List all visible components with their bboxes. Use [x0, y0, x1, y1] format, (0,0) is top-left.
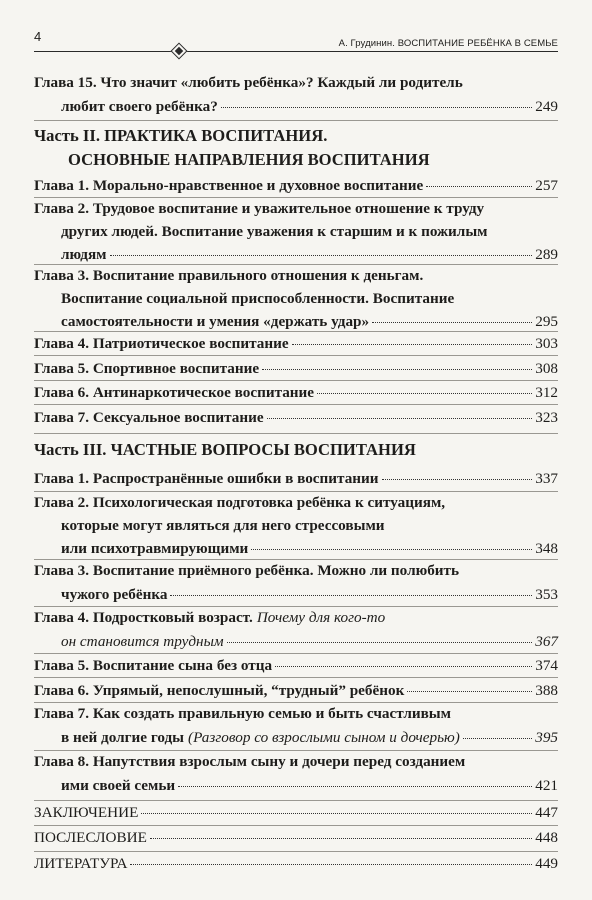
- page-ref: 348: [535, 540, 558, 558]
- toc-line: [34, 537, 558, 561]
- toc-text: чужого ребёнка: [61, 585, 168, 603]
- page-ref: 249: [535, 97, 558, 115]
- toc-text: ими своей семьи: [61, 776, 176, 794]
- page-ref: 353: [535, 585, 558, 603]
- toc-entry-part3-ch6[interactable]: [34, 679, 558, 703]
- toc-text: Глава 15. Что значит «любить ребёнка»? Каждый ли родитель: [34, 74, 463, 91]
- page-ref: 308: [535, 360, 558, 378]
- toc-entry-part3-ch5[interactable]: [34, 654, 558, 678]
- toc-line: [34, 332, 558, 356]
- toc-entry-part3-ch4[interactable]: [34, 607, 558, 653]
- toc-line: [34, 95, 558, 119]
- page-ref: 388: [535, 682, 558, 700]
- part-title-line: Часть II. ПРАКТИКА ВОСПИТАНИЯ.: [34, 126, 328, 145]
- part-title-line: ОСНОВНЫЕ НАПРАВЛЕНИЯ ВОСПИТАНИЯ: [68, 150, 430, 169]
- dot-leader: [267, 403, 533, 419]
- toc-line: [34, 174, 558, 198]
- page-ref: 323: [535, 409, 558, 427]
- toc-text: Глава 7. Сексуальное воспитание: [34, 409, 264, 427]
- toc-entry-part3-ch2[interactable]: [34, 492, 558, 561]
- page-ref: 337: [535, 470, 558, 488]
- dot-leader: [227, 627, 533, 643]
- page-ref: 303: [535, 335, 558, 353]
- dot-leader: [130, 849, 532, 865]
- part-2-heading: [34, 124, 558, 172]
- toc-line: [34, 726, 558, 750]
- page-ref: 374: [535, 657, 558, 675]
- toc-text: других людей. Воспитание уважения к старшим и к пожилым: [61, 222, 488, 240]
- running-head: А. Грудинин. ВОСПИТАНИЕ РЕБЁНКА В СЕМЬЕ: [338, 38, 558, 49]
- diamond-ornament-icon: [171, 43, 188, 60]
- toc-text: ПОСЛЕСЛОВИЕ: [34, 829, 147, 847]
- dot-leader: [382, 464, 533, 480]
- toc-line: [34, 406, 558, 430]
- toc-text: Глава 6. Антинаркотическое воспитание: [34, 384, 315, 402]
- toc-text: ЗАКЛЮЧЕНИЕ: [34, 804, 139, 822]
- toc-line: [34, 654, 558, 678]
- toc-text: Глава 4. Патриотическое воспитание: [34, 335, 289, 353]
- page-ref: 257: [535, 177, 558, 195]
- toc-line: [34, 492, 558, 515]
- toc-entry-part2-ch2[interactable]: [34, 198, 558, 267]
- toc-line: [34, 265, 558, 288]
- toc-text: Глава 3. Воспитание правильного отношения к деньгам.: [34, 267, 424, 284]
- toc-line: [34, 583, 558, 607]
- toc-entry-part2-ch6[interactable]: [34, 381, 558, 405]
- page-number: 4: [34, 29, 42, 44]
- toc-line: [34, 630, 558, 654]
- page-ref: 289: [535, 246, 558, 264]
- toc-text: любит своего ребёнка?: [61, 97, 218, 115]
- toc-text: или психотравмирующими: [61, 540, 249, 558]
- toc-line: [34, 774, 558, 798]
- toc-text-italic: Почему для кого-то: [256, 609, 386, 626]
- toc-entry-part3-ch3[interactable]: [34, 560, 558, 606]
- toc-line: [34, 801, 558, 825]
- dot-leader: [372, 307, 532, 323]
- toc-entry-part2-ch7[interactable]: [34, 406, 558, 430]
- dot-leader: [178, 771, 532, 787]
- toc-text: Глава 1. Распространённые ошибки в воспитании: [34, 470, 379, 488]
- dot-leader: [150, 823, 532, 839]
- toc-entry-part2-ch1[interactable]: [34, 174, 558, 198]
- header-rule: [34, 51, 558, 52]
- toc-line: [34, 826, 558, 850]
- toc-text: людям: [61, 246, 107, 264]
- toc-line: [34, 467, 558, 491]
- toc-text: Глава 1. Морально-нравственное и духовное воспитание: [34, 177, 424, 195]
- toc-text-italic: (Разговор со взрослыми сыном и дочерью): [188, 728, 460, 746]
- dot-leader: [221, 92, 532, 108]
- page-ref: 421: [535, 776, 558, 794]
- toc-text: Глава 2. Трудовое воспитание и уважительное отношение к труду: [34, 200, 485, 217]
- page-ref: 395: [535, 728, 558, 746]
- toc-text: которые могут являться для него стрессовыми: [61, 516, 385, 534]
- dot-leader: [426, 171, 532, 187]
- toc-entry-conclusion[interactable]: [34, 801, 558, 825]
- toc-entry-part3-ch8[interactable]: [34, 751, 558, 797]
- toc-line: [34, 679, 558, 703]
- page-ref: 449: [535, 855, 558, 873]
- dot-leader: [463, 723, 532, 739]
- toc-text: ЛИТЕРАТУРА: [34, 855, 128, 873]
- dot-leader: [251, 534, 532, 550]
- dot-leader: [110, 240, 533, 256]
- toc-entry-part3-ch1[interactable]: [34, 467, 558, 491]
- toc-text: Воспитание социальной приспособленности. Воспитание: [61, 289, 455, 307]
- dot-leader: [275, 651, 532, 667]
- toc-text: Глава 6. Упрямый, непослушный, “трудный” ребёнок: [34, 682, 405, 700]
- toc-entry-part2-ch4[interactable]: [34, 332, 558, 356]
- toc-text: Глава 3. Воспитание приёмного ребёнка. Можно ли полюбить: [34, 562, 460, 579]
- toc-text: в ней долгие годы: [61, 728, 185, 746]
- toc-entry-part2-ch3[interactable]: [34, 265, 558, 334]
- toc-entry-part3-ch7[interactable]: [34, 703, 558, 749]
- part-3-heading: [34, 438, 558, 462]
- dot-leader: [262, 354, 532, 370]
- page-ref: 312: [535, 384, 558, 402]
- toc-text: Глава 7. Как создать правильную семью и быть счастливым: [34, 705, 452, 722]
- toc-line: [34, 852, 558, 876]
- page-ref: 367: [535, 632, 558, 650]
- dot-leader: [407, 676, 532, 692]
- section-divider: [34, 433, 558, 434]
- toc-text: Глава 5. Спортивное воспитание: [34, 360, 260, 378]
- dot-leader: [141, 798, 532, 814]
- toc-text-italic: он становится трудным: [61, 632, 224, 650]
- toc-line: [34, 198, 558, 221]
- section-divider: [34, 120, 558, 121]
- toc-text: Глава 5. Воспитание сына без отца: [34, 657, 273, 675]
- toc-entry-part1-ch15[interactable]: [34, 72, 558, 118]
- dot-leader: [317, 378, 532, 394]
- page-ref: 295: [535, 313, 558, 331]
- toc-line: [34, 381, 558, 405]
- toc-text: Глава 2. Психологическая подготовка ребёнка к ситуациям,: [34, 494, 446, 511]
- toc-text: Глава 4. Подростковый возраст.: [34, 609, 253, 626]
- dot-leader: [292, 329, 533, 345]
- toc-entry-literature[interactable]: [34, 852, 558, 876]
- page-ref: 447: [535, 804, 558, 822]
- toc-text: Глава 8. Напутствия взрослым сыну и дочери перед созданием: [34, 753, 466, 770]
- toc-text: самостоятельности и умения «держать удар»: [61, 313, 370, 331]
- toc-entry-afterword[interactable]: [34, 826, 558, 850]
- page-ref: 448: [535, 829, 558, 847]
- dot-leader: [170, 580, 532, 596]
- part-title-line: Часть III. ЧАСТНЫЕ ВОПРОСЫ ВОСПИТАНИЯ: [34, 440, 416, 459]
